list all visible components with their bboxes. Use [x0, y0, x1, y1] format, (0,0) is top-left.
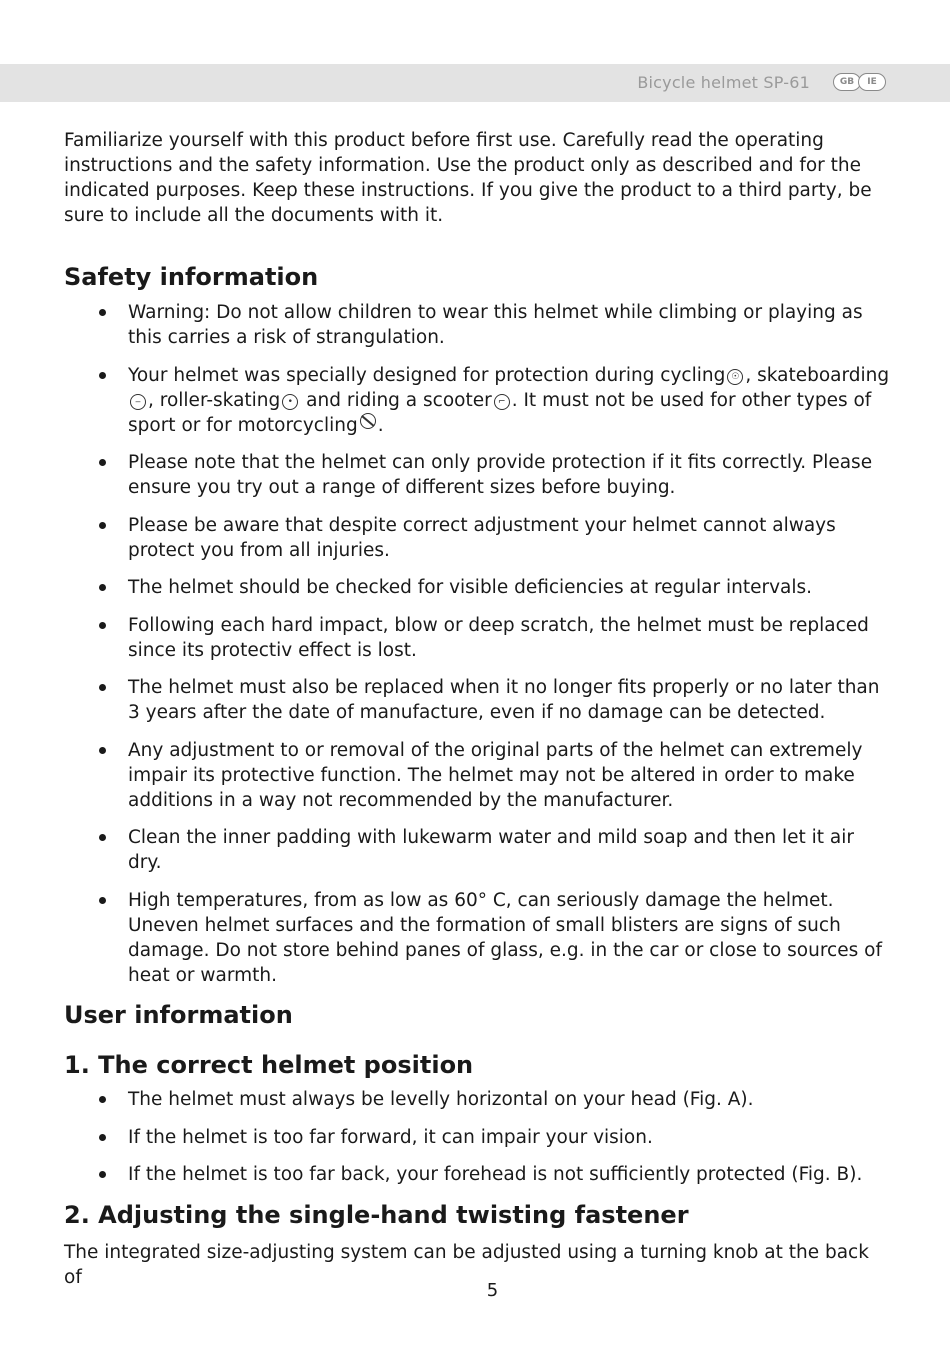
roller-skating-icon: •	[282, 394, 298, 410]
list-item: Clean the inner padding with lukewarm water and mild soap and then let it air dry.	[128, 825, 890, 875]
list-item: Please be aware that despite correct adjustment your helmet cannot always protect you from all injuries.	[128, 513, 890, 563]
sport-text: and riding a scooter	[300, 389, 492, 411]
sport-text: Your helmet was specially designed for protection during cycling	[128, 364, 726, 386]
sport-text: , skateboarding	[745, 364, 890, 386]
list-item: High temperatures, from as low as 60° C, can seriously damage the helmet. Uneven helmet surfaces and the formation of small blisters are signs of such damage. Do not store behind panes of glass, e.g. in the car or close to sources of heat or warmth.	[128, 888, 890, 988]
list-item: Any adjustment to or removal of the original parts of the helmet can extremely impair its protective function. The helmet may not be altered in order to make additions in a way not recommended by the manufacturer.	[128, 738, 890, 813]
intro-paragraph: Familiarize yourself with this product before first use. Carefully read the operating instructions and the safety information. Use the product only as described and for the indicated purposes. Keep these instructions. If you give the product to a third party, be sure to include all the documents with it.	[64, 130, 872, 226]
list-item: Warning: Do not allow children to wear this helmet while climbing or playing as this carries a risk of strangulation.	[128, 300, 890, 350]
list-item: Please note that the helmet can only provide protection if it fits correctly. Please ensure you try out a range of different sizes before buying.	[128, 450, 890, 500]
scooter-icon: ⌐	[494, 394, 510, 410]
list-item: The helmet must always be levelly horizontal on your head (Fig. A).	[128, 1087, 890, 1112]
position-list	[64, 1087, 890, 1187]
safety-list	[64, 300, 890, 988]
list-item: The helmet should be checked for visible deficiencies at regular intervals.	[128, 575, 890, 600]
helmet-position-heading: 1. The correct helmet position	[64, 1051, 474, 1079]
no-motorcycling-icon	[360, 413, 376, 429]
list-item	[128, 363, 890, 438]
country-badge-ie: IE	[858, 73, 886, 91]
page-content	[64, 128, 890, 1290]
skateboarding-icon: ‒	[130, 394, 146, 410]
header-title: Bicycle helmet SP-61	[637, 73, 810, 92]
cycling-icon: ☉	[727, 369, 743, 385]
adjusting-fastener-heading: 2. Adjusting the single-hand twisting fastener	[64, 1200, 689, 1229]
list-item: If the helmet is too far forward, it can impair your vision.	[128, 1125, 890, 1150]
safety-heading: Safety information	[64, 263, 319, 291]
user-information-heading: User information	[64, 1001, 293, 1029]
country-badges	[836, 73, 886, 91]
sport-text: .	[377, 414, 384, 436]
list-item: The helmet must also be replaced when it no longer fits properly or no later than 3 years after the date of manufacture, even if no damage can be detected.	[128, 675, 890, 725]
header-band	[0, 64, 950, 102]
list-item: If the helmet is too far back, your forehead is not sufficiently protected (Fig. B).	[128, 1162, 890, 1187]
page-number: 5	[486, 1280, 499, 1301]
sport-text: , roller-skating	[148, 389, 281, 411]
sport-text: . It must not be used for other types of sport or for motorcycling	[128, 389, 872, 436]
country-badge-gb: GB	[833, 73, 861, 91]
list-item: Following each hard impact, blow or deep scratch, the helmet must be replaced since its protectiv effect is lost.	[128, 613, 890, 663]
adjusting-paragraph: The integrated size-adjusting system can be adjusted using a turning knob at the back of	[64, 1241, 869, 1288]
